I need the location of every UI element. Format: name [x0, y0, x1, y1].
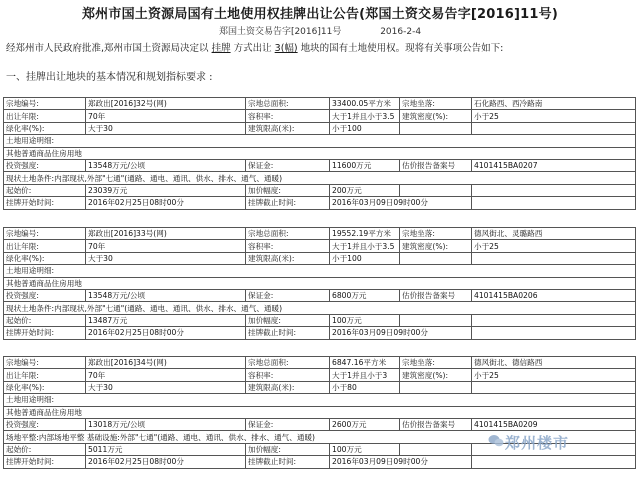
- table-row: 出让年限: 70年 容积率: 大于1并且小于3 建筑密度(%): 小于25: [4, 369, 636, 381]
- intro-method: 挂牌: [211, 43, 231, 54]
- parcel-area: 19552.19平方米: [330, 228, 400, 240]
- table-row: 挂牌开始时间: 2016年02月25日08时00分 挂牌截止时间: 2016年03月09日09时00分: [4, 456, 636, 468]
- parcel-no: 郑政出[2016]32号(网): [86, 98, 246, 110]
- table-row: 宗地编号: 郑政出[2016]32号(网) 宗地总面积: 33400.05平方米 宗地坐落: 石化路西、西冷路南: [4, 98, 636, 110]
- table-row: 投资强度: 13548万元/公顷 保证金: 6800万元 估价报告备案号 4101415BA0206: [4, 289, 636, 301]
- table-row: 宗地编号: 郑政出[2016]34号(网) 宗地总面积: 6847.16平方米 宗地坐落: 德风街北、德信路西: [4, 357, 636, 369]
- table-row: 挂牌开始时间: 2016年02月25日08时00分 挂牌截止时间: 2016年03月09日09时00分: [4, 197, 636, 209]
- table-row: 起始价: 13487万元 加价幅度: 100万元: [4, 314, 636, 326]
- table-row: 起始价: 5011万元 加价幅度: 100万元: [4, 443, 636, 455]
- parcel-table-1: [3, 97, 636, 210]
- table-row: 宗地编号: 郑政出[2016]33号(网) 宗地总面积: 19552.19平方米 宗地坐落: 德风街北、灵璐路西: [4, 228, 636, 240]
- table-row: 其他普通商品住房用地: [4, 277, 636, 289]
- table-row: 绿化率(%): 大于30 建筑限高(米): 小于80: [4, 381, 636, 393]
- parcel-table-2: [3, 227, 636, 340]
- section-heading: 一、挂牌出让地块的基本情况和规划指标要求 :: [6, 72, 213, 83]
- table-row: 土地用途明细:: [4, 135, 636, 147]
- intro-count: 3(幅): [274, 43, 298, 54]
- table-row: 挂牌开始时间: 2016年02月25日08时00分 挂牌截止时间: 2016年03月09日09时00分: [4, 327, 636, 339]
- table-row: 绿化率(%): 大于30 建筑限高(米): 小于100: [4, 122, 636, 134]
- table-row: 绿化率(%): 大于30 建筑限高(米): 小于100: [4, 252, 636, 264]
- table-row: 出让年限: 70年 容积率: 大于1并且小于3.5 建筑密度(%): 小于25: [4, 110, 636, 122]
- watermark: 郑州楼市: [505, 434, 570, 452]
- parcel-location: 德风街北、德信路西: [472, 357, 636, 369]
- table-row: 其他普通商品住房用地: [4, 406, 636, 418]
- table-row: 投资强度: 13018万元/公顷 保证金: 2600万元 估价报告备案号 4101415BA0209: [4, 418, 636, 430]
- wechat-icon: [488, 434, 504, 448]
- parcel-no: 郑政出[2016]33号(网): [86, 228, 246, 240]
- parcel-area: 6847.16平方米: [330, 357, 400, 369]
- doc-subtitle: [0, 24, 640, 37]
- doc-number: 郑国土资交易告字[2016]11号: [218, 27, 342, 37]
- table-row: 出让年限: 70年 容积率: 大于1并且小于3.5 建筑密度(%): 小于25: [4, 240, 636, 252]
- table-row: 土地用途明细:: [4, 265, 636, 277]
- parcel-no: 郑政出[2016]34号(网): [86, 357, 246, 369]
- intro-paragraph: 经郑州市人民政府批准,郑州市国土资源局决定以 挂牌 方式出让 3(幅) 地块的国有土地使用权。现将有关事项公告如下:: [6, 43, 504, 54]
- table-row: 起始价: 23039万元 加价幅度: 200万元: [4, 184, 636, 196]
- table-row: 现状土地条件:内部现状,外部"七通"(通路、通电、通讯、供水、排水、通气、通暖): [4, 172, 636, 184]
- parcel-location: 石化路西、西冷路南: [472, 98, 636, 110]
- table-row: 土地用途明细:: [4, 394, 636, 406]
- parcel-location: 德风街北、灵璐路西: [472, 228, 636, 240]
- table-row: 场地平整:内部场地平整 基础设施:外部"七通"(通路、通电、通讯、供水、排水、通气、通暖): [4, 431, 636, 443]
- doc-date: 2016-2-4: [380, 27, 422, 37]
- table-row: 其他普通商品住房用地: [4, 147, 636, 159]
- table-row: 现状土地条件:内部现状,外部"七通"(通路、通电、通讯、供水、排水、通气、通暖): [4, 302, 636, 314]
- page-title: 郑州市国土资源局国有土地使用权挂牌出让公告(郑国土资交易告字[2016]11号): [81, 7, 559, 22]
- parcel-area: 33400.05平方米: [330, 98, 400, 110]
- table-row: 投资强度: 13548万元/公顷 保证金: 11600万元 估价报告备案号 4101415BA0207: [4, 159, 636, 171]
